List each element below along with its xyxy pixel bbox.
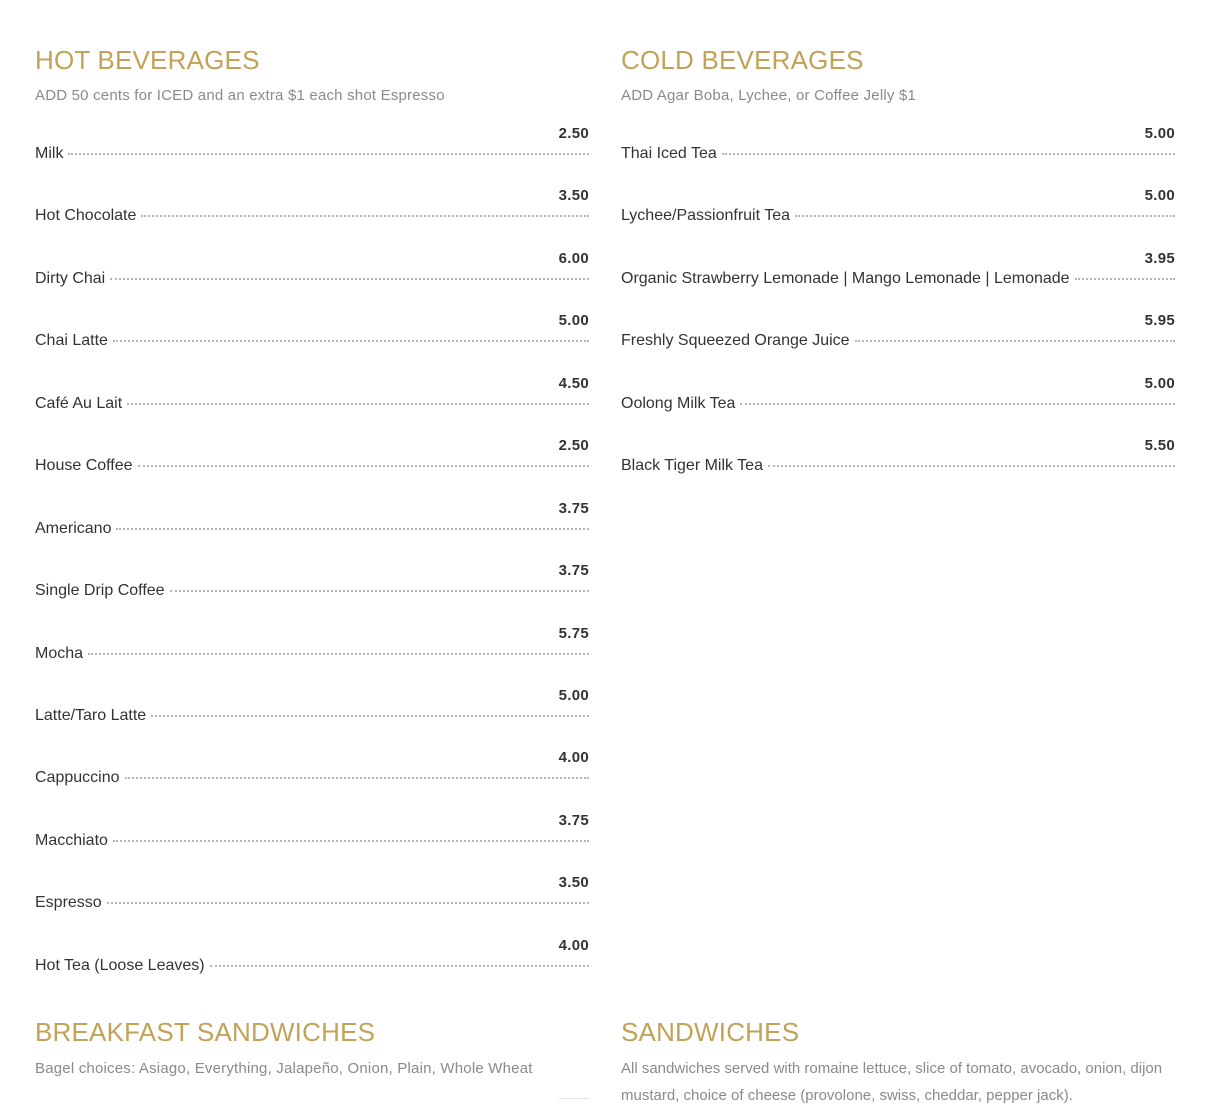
menu-item-price: 3.95 xyxy=(1144,249,1175,267)
dotted-leader xyxy=(110,278,589,280)
menu-item-price: 6.00 xyxy=(558,249,589,267)
menu-item xyxy=(35,555,589,617)
menu-item-row xyxy=(621,332,1175,350)
menu-item xyxy=(35,930,589,992)
menu-item-name: Mocha xyxy=(35,644,84,662)
menu-item xyxy=(35,742,589,804)
menu-item-price: 5.50 xyxy=(1144,437,1175,455)
menu-item-name: House Coffee xyxy=(35,457,133,475)
hot-beverages-list xyxy=(35,118,589,992)
menu-item-price: 3.75 xyxy=(558,562,589,580)
menu-item xyxy=(621,368,1175,430)
menu-item-price: 5.00 xyxy=(1144,125,1175,142)
menu-item-price: 5.00 xyxy=(558,686,589,704)
menu-item-price: 2.50 xyxy=(558,125,589,142)
menu-item xyxy=(621,305,1175,367)
menu-item-price: 3.50 xyxy=(558,874,589,892)
menu-item xyxy=(35,243,589,305)
dotted-leader xyxy=(107,902,589,904)
menu-item-name: Thai Iced Tea xyxy=(621,145,717,162)
sandwiches-note: All sandwiches served with romaine lettuce, slice of tomato, avocado, onion, dijon mustard, choice of cheese (provolone, swiss, cheddar, pepper jack). xyxy=(621,1060,1163,1104)
cold-beverages-list xyxy=(621,118,1175,493)
dotted-leader xyxy=(113,340,589,342)
cold-beverages-note: ADD Agar Boba, Lychee, or Coffee Jelly $1 xyxy=(621,87,917,104)
menu-item-row xyxy=(35,582,589,600)
menu-item-name: Organic Strawberry Lemonade | Mango Lemonade | Lemonade xyxy=(621,269,1070,287)
menu-item xyxy=(35,305,589,367)
menu-item-price: 2.50 xyxy=(558,437,589,455)
menu-item-row xyxy=(621,457,1175,475)
menu-item-name: Hot Tea (Loose Leaves) xyxy=(35,956,205,974)
breakfast-sandwiches-title: BREAKFAST SANDWICHES xyxy=(35,1017,376,1047)
menu-item-row xyxy=(35,520,589,538)
dotted-leader xyxy=(795,215,1175,217)
dotted-leader xyxy=(116,528,589,530)
menu-item-row xyxy=(35,270,589,288)
menu-item-price: 4.50 xyxy=(558,374,589,392)
menu-item-price: 3.75 xyxy=(558,811,589,829)
menu-item xyxy=(35,180,589,242)
hot-beverages-section xyxy=(35,44,589,992)
menu-item-row xyxy=(35,457,589,475)
dotted-leader xyxy=(170,590,589,592)
cold-beverages-title: COLD BEVERAGES xyxy=(621,45,864,75)
menu-item xyxy=(35,430,589,492)
menu-item-name: Americano xyxy=(35,519,112,537)
menu-item-name: Single Drip Coffee xyxy=(35,582,165,600)
menu-item-row xyxy=(35,894,589,912)
menu-item-row xyxy=(621,207,1175,225)
menu-item xyxy=(35,493,589,555)
sandwiches-section xyxy=(621,1016,1175,1109)
hot-beverages-note: ADD 50 cents for ICED and an extra $1 each shot Espresso xyxy=(35,87,445,104)
menu-item-row xyxy=(35,332,589,350)
menu-item-name: Lychee/Passionfruit Tea xyxy=(621,207,790,225)
menu-item-name: Milk xyxy=(35,145,64,162)
dotted-leader xyxy=(138,465,589,467)
menu-item-name: Black Tiger Milk Tea xyxy=(621,457,763,475)
menu-item-price: 5.75 xyxy=(558,624,589,642)
menu-item-name: Macchiato xyxy=(35,831,108,849)
dotted-leader xyxy=(113,840,589,842)
menu-item-name: Dirty Chai xyxy=(35,269,106,287)
menu-item-name: Café Au Lait xyxy=(35,394,123,412)
sandwiches-title: SANDWICHES xyxy=(621,1017,800,1047)
menu-item-row xyxy=(35,207,589,225)
dotted-leader xyxy=(127,403,589,405)
menu-item xyxy=(621,430,1175,492)
dotted-leader xyxy=(855,340,1175,342)
menu-item-name: Oolong Milk Tea xyxy=(621,394,736,412)
dotted-leader xyxy=(768,465,1175,467)
menu-item-row xyxy=(35,395,589,413)
menu-item xyxy=(621,118,1175,180)
cold-beverages-section xyxy=(621,44,1175,493)
dotted-leader xyxy=(125,777,590,779)
menu-item-price: 5.00 xyxy=(558,312,589,330)
dotted-leader xyxy=(1075,278,1175,280)
menu-item xyxy=(35,867,589,929)
menu-item-name: Espresso xyxy=(35,894,102,912)
menu-item-price: 5.00 xyxy=(1144,187,1175,205)
dotted-leader xyxy=(88,653,589,655)
menu-item-row xyxy=(35,707,589,725)
menu-item-price: 3.75 xyxy=(558,499,589,517)
divider xyxy=(559,1092,589,1099)
breakfast-sandwiches-section xyxy=(35,1016,589,1082)
menu-item xyxy=(35,368,589,430)
menu-item-price: 3.50 xyxy=(558,187,589,205)
menu-item xyxy=(35,680,589,742)
menu-item-name: Cappuccino xyxy=(35,769,120,787)
menu-item-price: 4.00 xyxy=(558,749,589,767)
dotted-leader xyxy=(141,215,589,217)
menu-item-price: 4.00 xyxy=(558,936,589,954)
menu-item-row xyxy=(621,145,1175,163)
dotted-leader xyxy=(722,153,1175,155)
menu-item-row xyxy=(621,395,1175,413)
menu-item-row xyxy=(35,145,589,163)
dotted-leader xyxy=(740,403,1175,405)
menu-item-name: Hot Chocolate xyxy=(35,207,137,225)
menu-item-row xyxy=(35,645,589,663)
menu-item-name: Latte/Taro Latte xyxy=(35,706,147,724)
menu-item-name: Freshly Squeezed Orange Juice xyxy=(621,332,850,350)
menu-item-price: 5.95 xyxy=(1144,312,1175,330)
breakfast-sandwiches-note: Bagel choices: Asiago, Everything, Jalapeño, Onion, Plain, Whole Wheat xyxy=(35,1060,533,1077)
menu-item-row xyxy=(35,832,589,850)
menu-item xyxy=(35,805,589,867)
menu-item-price: 5.00 xyxy=(1144,374,1175,392)
menu-item-name: Chai Latte xyxy=(35,332,108,350)
menu-item xyxy=(35,618,589,680)
menu-item xyxy=(621,180,1175,242)
menu-item xyxy=(621,243,1175,305)
menu-item xyxy=(35,118,589,180)
dotted-leader xyxy=(210,965,589,967)
menu-item-row xyxy=(35,769,589,787)
menu-item-row xyxy=(621,270,1175,288)
dotted-leader xyxy=(151,715,589,717)
menu-item-row xyxy=(35,957,589,975)
dotted-leader xyxy=(68,153,589,155)
hot-beverages-title: HOT BEVERAGES xyxy=(35,45,260,75)
